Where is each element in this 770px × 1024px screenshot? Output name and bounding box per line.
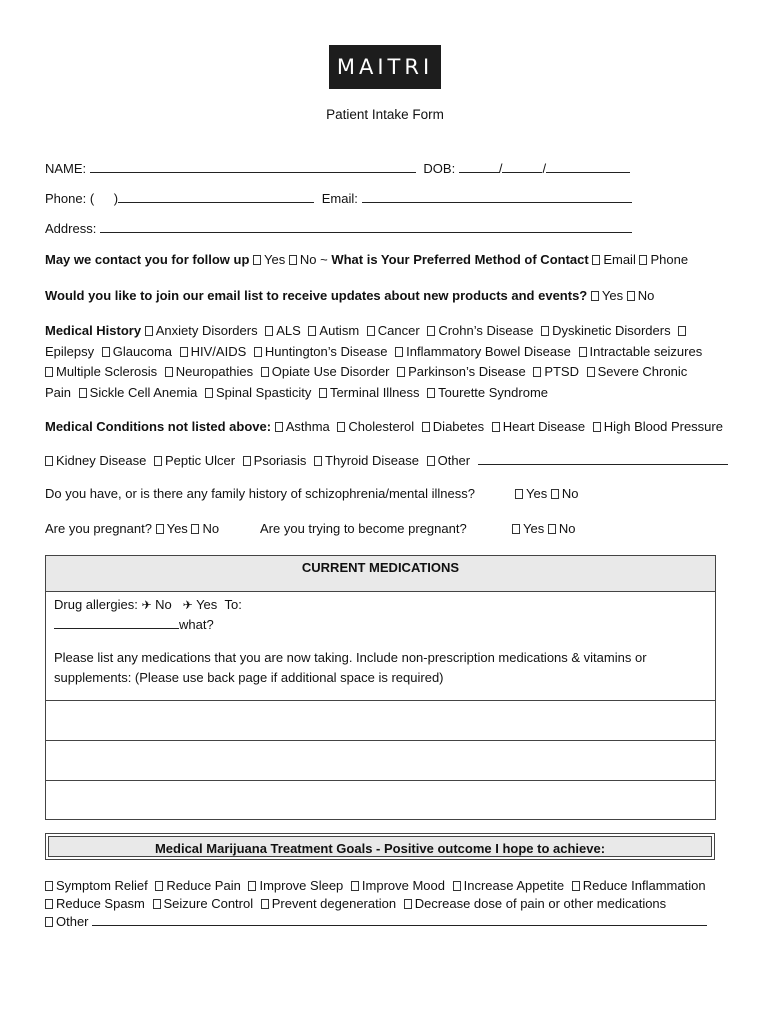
medical-history-option[interactable] <box>205 385 311 400</box>
goal-label: Prevent degeneration <box>271 896 397 911</box>
trying-question: Are you trying to become pregnant? <box>260 521 467 536</box>
condition-checkbox[interactable] <box>45 456 53 466</box>
treatment-goals-heading: Medical Marijuana Treatment Goals - Positive outcome I hope to achieve: <box>45 833 715 860</box>
airplane-icon: ✈ <box>182 598 193 612</box>
medical-history-checkbox[interactable] <box>427 326 435 336</box>
goal-checkbox[interactable] <box>453 881 461 891</box>
conditions-label: Medical Conditions not listed above: <box>45 419 272 434</box>
medical-history-label: Spinal Spasticity <box>215 384 312 400</box>
condition-checkbox[interactable] <box>492 422 500 432</box>
goal-label: Reduce Spasm <box>56 896 145 911</box>
goal-option[interactable] <box>261 896 396 911</box>
contact-email-label: Email <box>603 252 636 267</box>
goal-checkbox[interactable] <box>155 881 163 891</box>
goals-row-1 <box>45 878 710 893</box>
medical-history-option[interactable] <box>261 364 390 379</box>
medical-history-checkbox[interactable] <box>533 367 541 377</box>
medical-history-label: Intractable seizures <box>589 343 703 359</box>
medical-history-label: Anxiety Disorders <box>155 323 258 338</box>
goal-label: Improve Mood <box>361 878 445 893</box>
condition-label: Other <box>437 453 471 468</box>
allergies-to-label: To: <box>224 597 242 612</box>
medical-history-option[interactable] <box>427 323 533 338</box>
goal-option[interactable] <box>153 896 254 911</box>
medical-history-label: Neuropathies <box>175 364 254 379</box>
family-history-yes-label: Yes <box>526 486 548 501</box>
email-list-no-checkbox[interactable] <box>627 291 635 301</box>
medications-table <box>45 555 716 820</box>
goal-label: Increase Appetite <box>463 878 565 893</box>
goal-option[interactable] <box>45 878 148 893</box>
allergies-what-label: what? <box>179 617 214 632</box>
condition-label: Psoriasis <box>253 453 307 468</box>
condition-checkbox[interactable] <box>314 456 322 466</box>
family-history-no-checkbox[interactable] <box>551 489 559 499</box>
medical-history-label: Dyskinetic Disorders <box>552 323 671 338</box>
conditions-other-field[interactable] <box>478 453 728 465</box>
allergies-field[interactable] <box>54 617 179 629</box>
goal-option[interactable] <box>453 878 564 893</box>
condition-option[interactable] <box>154 453 235 468</box>
medical-history-option[interactable] <box>165 364 253 379</box>
medical-history-option[interactable] <box>367 323 420 338</box>
airplane-icon: ✈ <box>141 598 152 612</box>
goal-checkbox[interactable] <box>45 881 53 891</box>
goal-checkbox[interactable] <box>572 881 580 891</box>
condition-label: Kidney Disease <box>56 453 147 468</box>
medical-history-checkbox[interactable] <box>165 367 173 377</box>
pregnant-no-checkbox[interactable] <box>191 524 199 534</box>
medications-info-cell <box>46 592 716 701</box>
email-label: Email: <box>321 191 358 206</box>
trying-no-checkbox[interactable] <box>548 524 556 534</box>
conditions-row-2 <box>45 453 728 468</box>
goal-checkbox[interactable] <box>351 881 359 891</box>
medical-history-checkbox[interactable] <box>261 367 269 377</box>
allergies-no-label[interactable]: No <box>155 597 172 612</box>
medical-history-label: Sickle Cell Anemia <box>89 384 198 400</box>
medical-history-option[interactable] <box>145 323 258 338</box>
medical-history-option[interactable] <box>265 323 301 338</box>
medical-history-option[interactable] <box>254 344 388 359</box>
dob-year-field[interactable] <box>546 161 630 173</box>
medication-entry-row[interactable] <box>46 741 716 781</box>
email-list-row <box>45 288 654 303</box>
contact-phone-checkbox[interactable] <box>639 255 647 265</box>
goal-option[interactable] <box>45 896 145 911</box>
condition-option[interactable] <box>337 419 414 434</box>
medical-history-checkbox[interactable] <box>587 367 595 377</box>
medical-history-label: Opiate Use Disorder <box>271 364 390 379</box>
medical-history-label: Huntington’s Disease <box>264 343 388 359</box>
medical-history-option[interactable] <box>427 385 548 400</box>
address-label: Address: <box>45 221 97 236</box>
medical-history-option[interactable] <box>579 344 703 359</box>
follow-up-yes-checkbox[interactable] <box>253 255 261 265</box>
medical-history-option[interactable] <box>319 385 420 400</box>
goal-checkbox[interactable] <box>261 899 269 909</box>
form-title: Patient Intake Form <box>326 107 444 122</box>
condition-label: Asthma <box>285 419 330 434</box>
medical-history-option[interactable] <box>180 344 247 359</box>
goal-option[interactable] <box>351 878 445 893</box>
goals-other-row <box>45 914 707 929</box>
condition-label: Peptic Ulcer <box>164 453 236 468</box>
medical-history-checkbox[interactable] <box>541 326 549 336</box>
medical-history-label: ALS <box>276 323 301 338</box>
medical-history-label: Parkinson’s Disease <box>408 364 526 379</box>
condition-checkbox[interactable] <box>337 422 345 432</box>
medical-history-label: Terminal Illness <box>329 384 420 400</box>
trying-no-label: No <box>558 521 576 536</box>
medical-history-option[interactable] <box>79 385 198 400</box>
medical-history-checkbox[interactable] <box>395 347 403 357</box>
follow-up-row <box>45 252 688 267</box>
family-history-no-label: No <box>561 486 579 501</box>
goal-option[interactable] <box>155 878 240 893</box>
name-label: NAME: <box>45 161 87 176</box>
medical-history-option[interactable] <box>45 364 157 379</box>
medical-history-label: HIV/AIDS <box>190 343 247 359</box>
medical-history <box>45 321 720 403</box>
medical-history-checkbox[interactable] <box>579 347 587 357</box>
family-history-yes-checkbox[interactable] <box>515 489 523 499</box>
contact-method-question: What is Your Preferred Method of Contact <box>331 252 589 267</box>
phone-row: Phone: ( ) Email: <box>45 191 632 206</box>
phone-label: Phone: ( <box>45 191 95 206</box>
contact-email-checkbox[interactable] <box>592 255 600 265</box>
medical-history-option[interactable] <box>533 364 579 379</box>
goal-option[interactable] <box>404 896 666 911</box>
medical-history-checkbox[interactable] <box>102 347 110 357</box>
medical-history-checkbox[interactable] <box>205 388 213 398</box>
condition-option[interactable] <box>492 419 585 434</box>
medical-history-option[interactable] <box>308 323 359 338</box>
follow-up-question: May we contact you for follow up <box>45 252 250 267</box>
medical-history-checkbox[interactable] <box>678 326 686 336</box>
medical-history-label: PTSD <box>544 364 579 379</box>
medical-history-checkbox[interactable] <box>45 367 53 377</box>
medical-history-label: Medical History <box>45 323 142 338</box>
pregnant-no-label: No <box>202 521 220 536</box>
medical-history-label: Inflammatory Bowel Disease <box>406 343 571 359</box>
trying-yes-checkbox[interactable] <box>512 524 520 534</box>
goal-label: Symptom Relief <box>56 878 148 893</box>
maitri-logo: MAITRI <box>329 45 441 89</box>
goal-option[interactable] <box>248 878 343 893</box>
medical-history-option[interactable] <box>541 323 670 338</box>
goal-label: Decrease dose of pain or other medications <box>414 896 667 911</box>
medical-history-checkbox[interactable] <box>180 347 188 357</box>
condition-checkbox[interactable] <box>593 422 601 432</box>
dob-month-field[interactable] <box>459 161 499 173</box>
medical-history-label: Severe Chronic Pain <box>45 364 688 400</box>
trying-options <box>512 521 575 536</box>
condition-checkbox[interactable] <box>422 422 430 432</box>
condition-checkbox[interactable] <box>275 422 283 432</box>
email-list-question: Would you like to join our email list to receive updates about new products and events? <box>45 288 588 303</box>
medical-history-checkbox[interactable] <box>265 326 273 336</box>
medical-history-checkbox[interactable] <box>319 388 327 398</box>
condition-option[interactable] <box>243 453 307 468</box>
condition-label: High Blood Pressure <box>603 419 723 434</box>
goal-option[interactable] <box>572 878 706 893</box>
medical-history-checkbox[interactable] <box>397 367 405 377</box>
condition-label: Cholesterol <box>348 419 415 434</box>
condition-option[interactable] <box>593 419 723 434</box>
goal-other-checkbox[interactable] <box>45 917 53 927</box>
medical-history-label: Cancer <box>377 323 420 338</box>
address-row <box>45 221 632 236</box>
medical-history-checkbox[interactable] <box>367 326 375 336</box>
medical-history-checkbox[interactable] <box>145 326 153 336</box>
goal-label: Improve Sleep <box>259 878 344 893</box>
medical-history-option[interactable] <box>397 364 526 379</box>
medications-instructions: Please list any medications that you are now taking. Include non-prescription medications & vitamins or supplements: (Please use back page if additional space is required) <box>54 650 647 685</box>
condition-checkbox[interactable] <box>154 456 162 466</box>
email-field[interactable] <box>362 191 632 203</box>
goal-checkbox[interactable] <box>153 899 161 909</box>
drug-allergies-label: Drug allergies: <box>54 597 138 612</box>
condition-option[interactable] <box>314 453 419 468</box>
medical-history-checkbox[interactable] <box>79 388 87 398</box>
email-list-yes-label: Yes <box>601 288 624 303</box>
medical-history-label: Crohn’s Disease <box>438 323 534 338</box>
condition-option[interactable] <box>45 453 146 468</box>
name-row: NAME: DOB: / / <box>45 161 630 176</box>
goal-label: Reduce Pain <box>166 878 241 893</box>
email-list-no-label: No <box>637 288 655 303</box>
condition-option[interactable] <box>427 453 471 468</box>
goal-checkbox[interactable] <box>45 899 53 909</box>
medical-history-option[interactable] <box>102 344 172 359</box>
goal-other-field[interactable] <box>92 914 707 926</box>
medical-history-checkbox[interactable] <box>308 326 316 336</box>
goal-label: Reduce Inflammation <box>582 878 706 893</box>
address-field[interactable] <box>100 221 632 233</box>
condition-option[interactable] <box>422 419 484 434</box>
condition-checkbox[interactable] <box>427 456 435 466</box>
condition-label: Diabetes <box>432 419 485 434</box>
allergies-yes-label[interactable]: Yes <box>196 597 218 612</box>
medical-history-checkbox[interactable] <box>254 347 262 357</box>
medication-entry-row[interactable] <box>46 701 716 741</box>
medical-history-label: Multiple Sclerosis <box>56 364 158 379</box>
dob-day-field[interactable] <box>502 161 542 173</box>
medical-history-checkbox[interactable] <box>427 388 435 398</box>
follow-up-no-checkbox[interactable] <box>289 255 297 265</box>
medical-history-option[interactable] <box>395 344 571 359</box>
pregnant-row <box>45 521 219 536</box>
email-list-yes-checkbox[interactable] <box>591 291 599 301</box>
pregnant-question: Are you pregnant? <box>45 521 152 536</box>
family-history-question: Do you have, or is there any family history of schizophrenia/mental illness? <box>45 486 475 501</box>
goals-row-2 <box>45 896 670 911</box>
condition-label: Heart Disease <box>502 419 586 434</box>
dob-label: DOB: <box>423 161 456 176</box>
condition-label: Thyroid Disease <box>325 453 419 468</box>
follow-up-no-label: No ~ <box>299 252 328 267</box>
goal-checkbox[interactable] <box>404 899 412 909</box>
goal-checkbox[interactable] <box>248 881 256 891</box>
follow-up-yes-label: Yes <box>264 252 286 267</box>
contact-phone-label: Phone <box>650 252 689 267</box>
goal-other-label: Other <box>56 914 89 929</box>
medication-entry-row[interactable] <box>46 781 716 820</box>
pregnant-yes-checkbox[interactable] <box>156 524 164 534</box>
medical-history-label: Autism <box>319 323 360 338</box>
pregnant-yes-label: Yes <box>166 521 188 536</box>
medical-history-label: Epilepsy <box>45 343 95 359</box>
goal-label: Seizure Control <box>163 896 254 911</box>
condition-option[interactable] <box>275 419 330 434</box>
medical-history-label: Glaucoma <box>112 343 173 359</box>
medical-history-label: Tourette Syndrome <box>438 384 549 400</box>
medications-heading: CURRENT MEDICATIONS <box>46 556 716 592</box>
family-history-options <box>515 486 578 501</box>
trying-yes-label: Yes <box>523 521 545 536</box>
conditions-row-1 <box>45 419 727 434</box>
name-field[interactable] <box>90 161 416 173</box>
phone-field[interactable] <box>118 191 314 203</box>
condition-checkbox[interactable] <box>243 456 251 466</box>
